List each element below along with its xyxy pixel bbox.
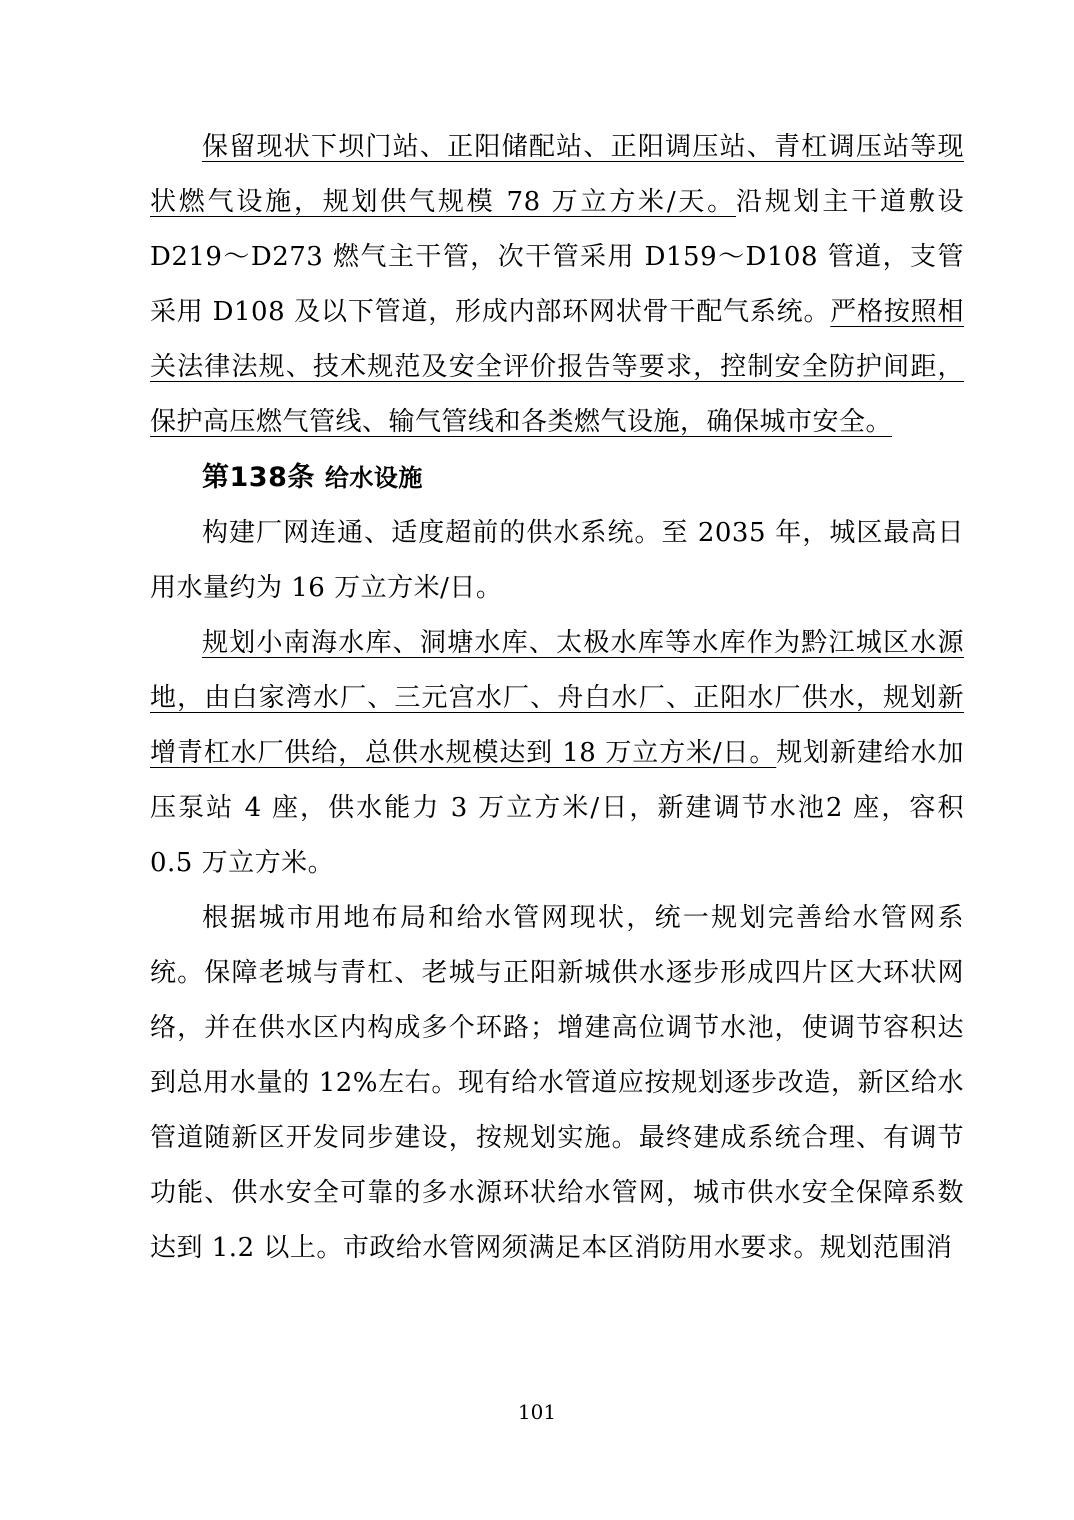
gas-safety-text: 严格按照相关法律法规、技术规范及安全评价报告等要求，控制安全防护间距，保护高压燃气管线、输气管线和各类燃气设施，确保城市安全。 xyxy=(150,297,964,437)
heading-label: 给水设施 xyxy=(324,464,423,492)
water-pumps-text: 规划新建给水加压泵站 4 座，供水能力 3 万立方米/日，新建调节水池2 座，容积 0.5 万立方米。 xyxy=(150,738,964,878)
page-number: 101 xyxy=(517,1400,557,1424)
paragraph-water-supply-system: 构建厂网连通、适度超前的供水系统。至 2035 年，城区最高日用水量约为 16 万立方米/日。 xyxy=(150,518,964,603)
water-sources-text: 规划小南海水库、洞塘水库、太极水库等水库作为黔江城区水源地，由白家湾水厂、三元宫水厂、舟白水厂、正阳水厂供水，规划新增青杠水厂供给，总供水规模达到 18 万立方米/日。 xyxy=(150,628,964,768)
gas-facilities-text: 保留现状下坝门站、正阳储配站、正阳调压站、青杠调压站等现状燃气设施，规划供气规模 78 万立方米/天。 xyxy=(150,132,964,217)
section-heading-138 xyxy=(150,450,964,506)
paragraph-water-sources xyxy=(150,616,964,891)
heading-number: 第138条 xyxy=(202,462,315,493)
document-body xyxy=(150,120,964,1276)
gas-pipes-text: 沿规划主干道敷设 D219～D273 燃气主干管，次干管采用 D159～D108 管道，支管采用 D108 及以下管道，形成内部环网状骨干配气系统。 xyxy=(150,187,964,327)
paragraph-gas xyxy=(150,120,964,450)
paragraph-water-network: 根据城市用地布局和给水管网现状，统一规划完善给水管网系统。保障老城与青杠、老城与正阳新城供水逐步形成四片区大环状网络，并在供水区内构成多个环路；增建高位调节水池，使调节容积达到总用水量的 12%左右。现有给水管道应按规划逐步改造，新区给水管道随新区开发同步建设，按规划实施。最终建成系统合理、有调节功能、供水安全可靠的多水源环状给水管网，城市供水安全保障系数达到 1.2 以上。市政给水管网须满足本区消防用水要求。规划范围消 xyxy=(150,903,964,1263)
